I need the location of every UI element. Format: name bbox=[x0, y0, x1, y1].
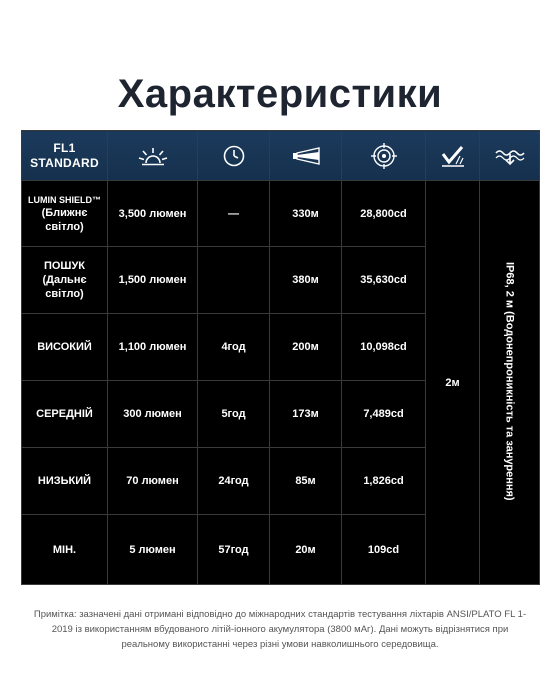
distance-cell: 330м bbox=[270, 181, 342, 247]
intensity-cell: 35,630cd bbox=[342, 247, 426, 314]
table-row bbox=[22, 181, 540, 247]
distance-cell: 200м bbox=[270, 314, 342, 381]
mode-line: МІН. bbox=[52, 543, 77, 556]
mode-line: ВИСОКИЙ bbox=[37, 341, 92, 353]
mode-line: (Ближнє bbox=[41, 206, 88, 219]
mode-line: СЕРЕДНІЙ bbox=[36, 408, 93, 420]
header-model bbox=[22, 131, 108, 181]
brightness-icon bbox=[138, 145, 168, 167]
header-runtime bbox=[198, 131, 270, 181]
header-brightness bbox=[108, 131, 198, 181]
mode-cell bbox=[22, 448, 108, 515]
output-cell: 300 люмен bbox=[108, 381, 198, 448]
clock-icon bbox=[222, 144, 246, 168]
mode-cell bbox=[22, 515, 108, 585]
impact-cell: 2м bbox=[426, 181, 480, 585]
water-resistance-icon bbox=[495, 146, 525, 166]
mode-line: ПОШУК bbox=[43, 260, 86, 272]
output-cell: 3,500 люмен bbox=[108, 181, 198, 247]
output-cell: 1,100 люмен bbox=[108, 314, 198, 381]
mode-cell bbox=[22, 247, 108, 314]
mode-line: НИЗЬКИЙ bbox=[37, 475, 92, 487]
intensity-cell: 1,826cd bbox=[342, 448, 426, 515]
beam-distance-icon bbox=[292, 147, 320, 165]
mode-cell bbox=[22, 381, 108, 448]
output-cell: 1,500 люмен bbox=[108, 247, 198, 314]
runtime-cell bbox=[198, 247, 270, 314]
intensity-cell: 10,098cd bbox=[342, 314, 426, 381]
page-title: Характеристики bbox=[117, 72, 443, 116]
header-impact bbox=[426, 131, 480, 181]
runtime-cell: 24год bbox=[198, 448, 270, 515]
mode-cell bbox=[22, 181, 108, 247]
header-intensity bbox=[342, 131, 426, 181]
mode-line: світло) bbox=[45, 288, 84, 300]
intensity-cell: 109cd bbox=[342, 515, 426, 585]
target-intensity-icon bbox=[371, 143, 397, 169]
runtime-cell: 4год bbox=[198, 314, 270, 381]
water-cell bbox=[480, 181, 540, 585]
intensity-cell: 7,489cd bbox=[342, 381, 426, 448]
output-cell: 70 люмен bbox=[108, 448, 198, 515]
distance-cell: 20м bbox=[270, 515, 342, 585]
distance-cell: 380м bbox=[270, 247, 342, 314]
header-row bbox=[22, 131, 540, 181]
mode-line: світло) bbox=[45, 220, 84, 233]
mode-line: LUMIN SHIELD™ bbox=[28, 194, 101, 205]
impact-resistance-icon bbox=[440, 144, 466, 168]
spec-table bbox=[21, 130, 540, 585]
model-line-2: STANDARD bbox=[30, 155, 99, 170]
header-distance bbox=[270, 131, 342, 181]
runtime-cell: 57год bbox=[198, 515, 270, 585]
mode-line: (Дальнє bbox=[42, 274, 87, 286]
footnote: Примітка: зазначені дані отримані відповідно до міжнародних стандартів тестування ліхтарів ANSI/PLATO FL 1-2019 із використанням вбудованого літій-іонного акумулятора (3800 мАг). Дані можуть відрізнятися при реальному використанні через різні умови навколишнього середовища. bbox=[33, 609, 527, 650]
distance-cell: 173м bbox=[270, 381, 342, 448]
intensity-cell: 28,800cd bbox=[342, 181, 426, 247]
model-line-1: FL1 bbox=[53, 140, 76, 155]
header-water bbox=[480, 131, 540, 181]
water-rating-text: IP68, 2 м (Водонепроникність та занурення) bbox=[503, 261, 516, 501]
mode-cell bbox=[22, 314, 108, 381]
runtime-cell: 5год bbox=[198, 381, 270, 448]
output-cell: 5 люмен bbox=[108, 515, 198, 585]
runtime-cell: — bbox=[198, 181, 270, 247]
distance-cell: 85м bbox=[270, 448, 342, 515]
